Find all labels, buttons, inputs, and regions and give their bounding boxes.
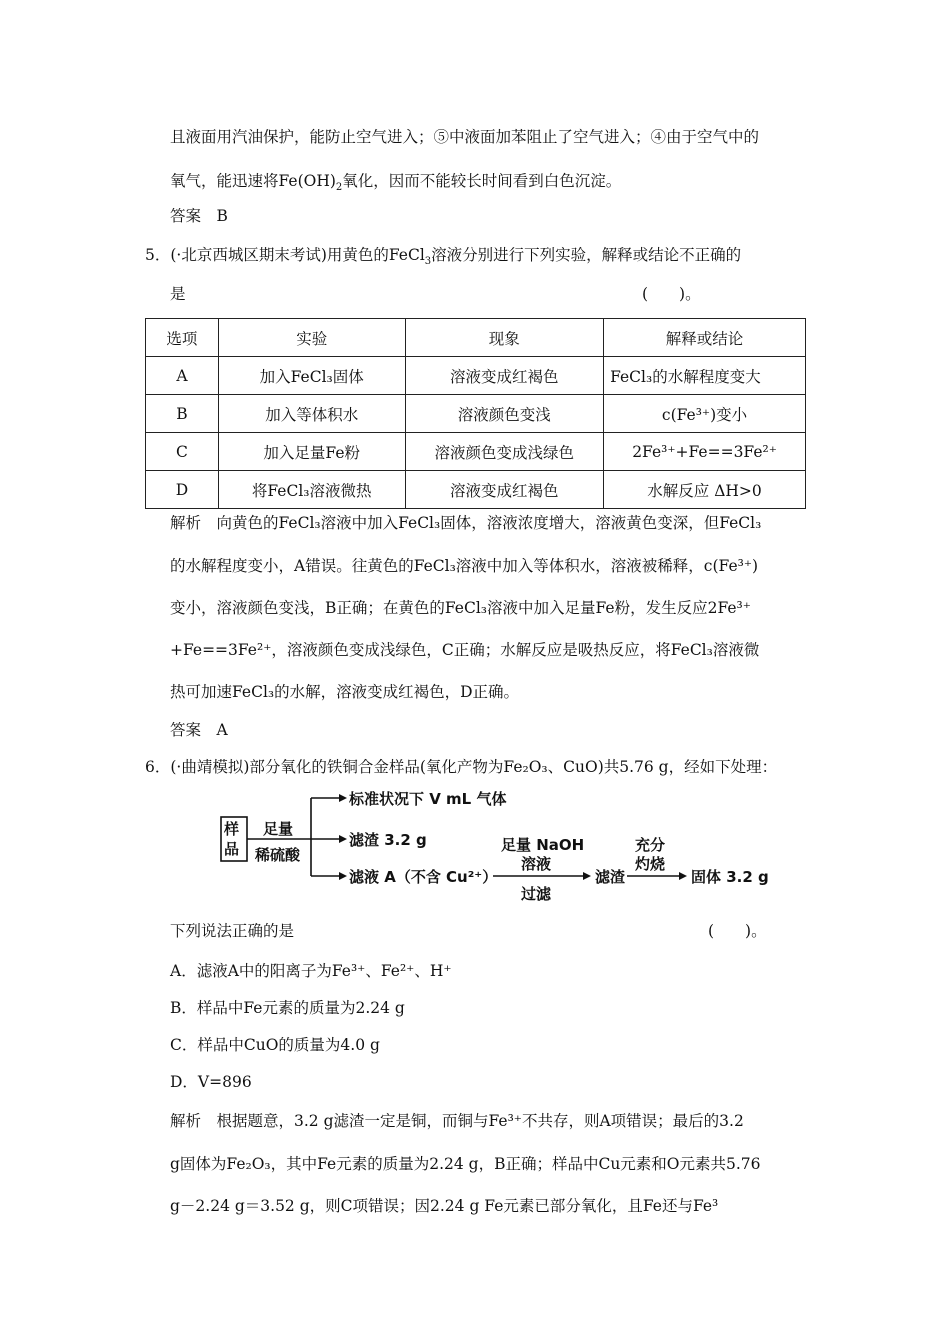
table-cell: 水解反应 ΔH>0 (604, 471, 806, 509)
table-cell: c(Fe³⁺)变小 (604, 395, 806, 433)
output-residue: 滤渣 3.2 g (349, 831, 427, 849)
table-cell: A (146, 357, 219, 395)
analysis-line: g－2.24 g＝3.52 g，则C项错误；因2.24 g Fe元素已部分氧化，且Fe还与Fe³ (170, 1197, 719, 1215)
option-c: C．样品中CuO的质量为4.0 g (170, 1036, 380, 1054)
analysis-line: 热可加速FeCl₃的水解，溶液变成红褐色，D正确。 (170, 683, 520, 701)
residue-label: 滤渣 (595, 868, 626, 886)
table-cell: 溶液颜色变浅 (405, 395, 604, 433)
answer-line: 答案 A (170, 721, 228, 739)
filter-label: 过滤 (521, 885, 552, 903)
option-a: A．滤液A中的阳离子为Fe³⁺、Fe²⁺、H⁺ (170, 962, 452, 980)
table-cell: 加入足量Fe粉 (218, 433, 405, 471)
table-header: 选项 (146, 319, 219, 357)
acid-label-top: 足量 (263, 820, 294, 838)
table-row (146, 433, 806, 471)
naoh-label-2: 溶液 (521, 855, 552, 873)
table-row (146, 471, 806, 509)
table-cell: 加入等体积水 (218, 395, 405, 433)
table-cell: 溶液颜色变成浅绿色 (405, 433, 604, 471)
table-cell: C (146, 433, 219, 471)
option-d: D．V=896 (170, 1073, 252, 1091)
table-cell: B (146, 395, 219, 433)
acid-label-bottom: 稀硫酸 (255, 846, 301, 864)
analysis-line: 解析 向黄色的FeCl₃溶液中加入FeCl₃固体，溶液浓度增大，溶液黄色变深，但FeCl₃ (170, 514, 762, 532)
table-cell: 加入FeCl₃固体 (218, 357, 405, 395)
table-header: 解释或结论 (604, 319, 806, 357)
answer-blank: ( )。 (642, 285, 701, 303)
output-gas: 标准状况下 V mL 气体 (349, 790, 507, 808)
analysis-line: g固体为Fe₂O₃，其中Fe元素的质量为2.24 g，B正确；样品中Cu元素和O元素共5.76 (170, 1155, 761, 1173)
table-cell: 2Fe³⁺+Fe==3Fe²⁺ (604, 433, 806, 471)
paragraph-line: 且液面用汽油保护，能防止空气进入；⑤中液面加苯阻止了空气进入；④由于空气中的 (170, 128, 760, 146)
table-header-row (146, 319, 806, 357)
process-diagram (215, 786, 775, 906)
question-6-ask: 下列说法正确的是 (170, 922, 295, 940)
analysis-line: 变小，溶液颜色变浅，B正确；在黄色的FeCl₃溶液中加入足量Fe粉，发生反应2Fe³⁺ (170, 599, 751, 617)
sample-box: 样品 (224, 820, 240, 858)
question-5: 5．(·北京西城区期末考试)用黄色的FeCl$_3$溶液分别进行下列实验，解释或结论不正确的 (145, 246, 742, 268)
question-5-cont: 是 (170, 285, 186, 303)
analysis-line: 的水解程度变小，A错误。往黄色的FeCl₃溶液中加入等体积水，溶液被稀释，c(Fe³⁺) (170, 557, 759, 575)
option-b: B．样品中Fe元素的质量为2.24 g (170, 999, 405, 1017)
table-header: 实验 (218, 319, 405, 357)
paragraph-line: 氧气，能迅速将$Fe(OH)_2$氧化，因而不能较长时间看到白色沉淀。 (170, 172, 622, 194)
table-cell: D (146, 471, 219, 509)
naoh-label-1: 足量 NaOH (501, 836, 585, 854)
table-cell: 溶液变成红褐色 (405, 471, 604, 509)
table-cell: FeCl₃的水解程度变大 (604, 357, 806, 395)
table-cell: 溶液变成红褐色 (405, 357, 604, 395)
analysis-line: +Fe==3Fe²⁺，溶液颜色变成浅绿色，C正确；水解反应是吸热反应，将FeCl₃溶液微 (170, 641, 760, 659)
burn-label-1: 充分 (635, 836, 666, 854)
output-filtrate: 滤液 A（不含 Cu²⁺） (349, 868, 498, 886)
answer-blank: ( )。 (708, 922, 767, 940)
experiment-table (145, 318, 806, 509)
question-6: 6．(·曲靖模拟)部分氧化的铁铜合金样品(氧化产物为Fe₂O₃、CuO)共5.76 g，经如下处理： (145, 758, 778, 776)
answer-line: 答案 B (170, 207, 228, 225)
table-cell: 将FeCl₃溶液微热 (218, 471, 405, 509)
final-solid: 固体 3.2 g (691, 868, 769, 886)
burn-label-2: 灼烧 (635, 855, 666, 873)
table-header: 现象 (405, 319, 604, 357)
table-row (146, 395, 806, 433)
analysis-line: 解析 根据题意，3.2 g滤渣一定是铜，而铜与Fe³⁺不共存，则A项错误；最后的3.2 (170, 1112, 744, 1130)
table-row (146, 357, 806, 395)
